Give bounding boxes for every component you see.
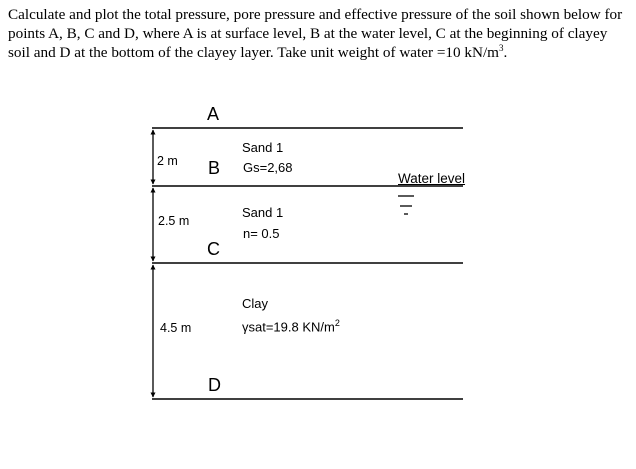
layer-property-gamma-sat: [242, 316, 340, 334]
problem-exponent: 3: [499, 42, 504, 53]
point-a-label: A: [207, 104, 220, 124]
thickness-label-2-5m: 2.5 m: [158, 214, 190, 228]
point-b-label: B: [208, 158, 221, 178]
layer-name-clay: Clay: [242, 296, 269, 311]
thickness-label-4-5m: 4.5 m: [160, 321, 192, 335]
layer-property-n: n= 0.5: [243, 226, 280, 241]
gamma-sat-exponent: 2: [334, 318, 340, 328]
point-c-label: C: [207, 239, 220, 259]
water-level-label: Water level: [398, 171, 466, 186]
thickness-label-2m: 2 m: [157, 154, 178, 168]
layer-property-gs: Gs=2,68: [243, 160, 293, 175]
layer-name-sand-1-top: Sand 1: [242, 140, 284, 155]
gamma-sat-text: γsat=19.8 KN/m: [242, 319, 335, 335]
problem-end: .: [503, 44, 508, 61]
problem-text: Calculate and plot the total pressure, pore pressure and effective pressure of the soil shown below for points A, B, C and D, where A is at surface level, B at the water level, C at the beginning of clayey soil and D at the bottom of the clayey layer. Take unit weight of water =10 kN/m: [8, 6, 623, 61]
point-d-label: D: [208, 375, 221, 395]
layer-name-sand-1-bottom: Sand 1: [242, 205, 284, 220]
